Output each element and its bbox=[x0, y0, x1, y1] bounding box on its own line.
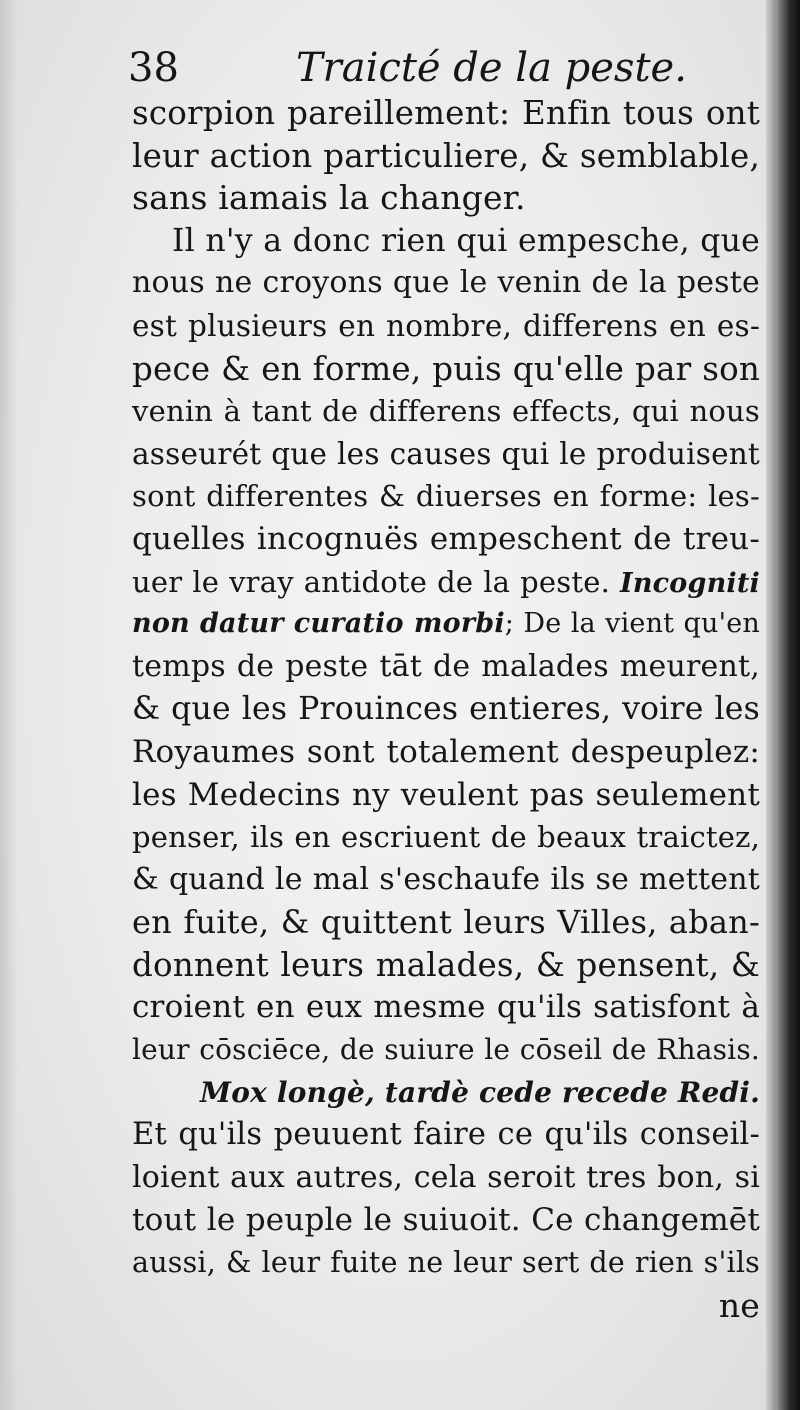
text-segment: uer le vray antidote de la peste. bbox=[132, 564, 620, 599]
text-line: loient aux autres, cela seroit tres bon, si bbox=[132, 1159, 760, 1195]
page-left-shadow bbox=[0, 0, 18, 1410]
text-line: sans iamais la changer. bbox=[132, 178, 526, 218]
text-line: & quand le mal s'eschaufe ils se mettent bbox=[132, 861, 760, 897]
page-number: 38 bbox=[128, 45, 179, 91]
text-line: croient en eux mesme qu'ils satisfont à bbox=[132, 989, 760, 1026]
latin-phrase: non datur curatio morbi bbox=[132, 608, 505, 640]
text-line-with-latin bbox=[132, 603, 760, 646]
text-line: donnent leurs malades, & pensent, & bbox=[132, 945, 760, 984]
text-line: les Medecins ny veulent pas seulement bbox=[132, 776, 760, 813]
running-title: Traicté de la peste. bbox=[296, 45, 687, 91]
gutter-edge bbox=[775, 0, 778, 1410]
text-line: penser, ils en escriuent de beaux traictez, bbox=[132, 820, 760, 855]
text-line: est plusieurs en nombre, differens en es- bbox=[132, 308, 760, 343]
text-line: en fuite, & quittent leurs Villes, aban- bbox=[132, 903, 760, 942]
text-line: tout le peuple le suiuoit. Ce changemēt bbox=[132, 1202, 760, 1239]
text-line: Royaumes sont totalement despeuplez: bbox=[132, 733, 760, 770]
text-line: sont differentes & diuerses en forme: les- bbox=[132, 479, 760, 514]
text-line: & que les Prouinces entieres, voire les bbox=[132, 691, 760, 728]
body-text bbox=[132, 92, 760, 1327]
text-line: temps de peste tāt de malades meurent, bbox=[132, 648, 760, 684]
text-line: aussi, & leur fuite ne leur sert de rien s'ils bbox=[132, 1246, 760, 1280]
page-header bbox=[118, 40, 738, 96]
paragraph-start-line: Il n'y a donc rien qui empesche, que bbox=[172, 222, 760, 259]
text-line: scorpion pareillement: Enfin tous ont bbox=[132, 94, 760, 132]
latin-phrase: Incogniti bbox=[619, 567, 760, 599]
text-line: pece & en forme, puis qu'elle par son bbox=[132, 349, 760, 388]
text-line: leur cōsciēce, de suiure le cōseil de Rhasis. bbox=[132, 1033, 760, 1067]
latin-verse: Mox longè, tardè cede recede Redi. bbox=[200, 1075, 761, 1109]
text-line: leur action particuliere, & semblable, bbox=[132, 136, 760, 175]
text-line: quelles incognuës empeschent de treu- bbox=[132, 520, 760, 557]
catchword: ne bbox=[718, 1285, 760, 1325]
text-line: Et qu'ils peuuent faire ce qu'ils conseil- bbox=[132, 1117, 760, 1153]
text-line-with-latin bbox=[132, 561, 760, 604]
text-line: asseurét que les causes qui le produisent bbox=[132, 436, 760, 471]
text-line: nous ne croyons que le venin de la peste bbox=[132, 265, 760, 301]
text-line: venin à tant de differens effects, qui nous bbox=[132, 394, 760, 429]
book-gutter bbox=[766, 0, 800, 1410]
text-segment: ; De la vient qu'en bbox=[504, 608, 760, 640]
